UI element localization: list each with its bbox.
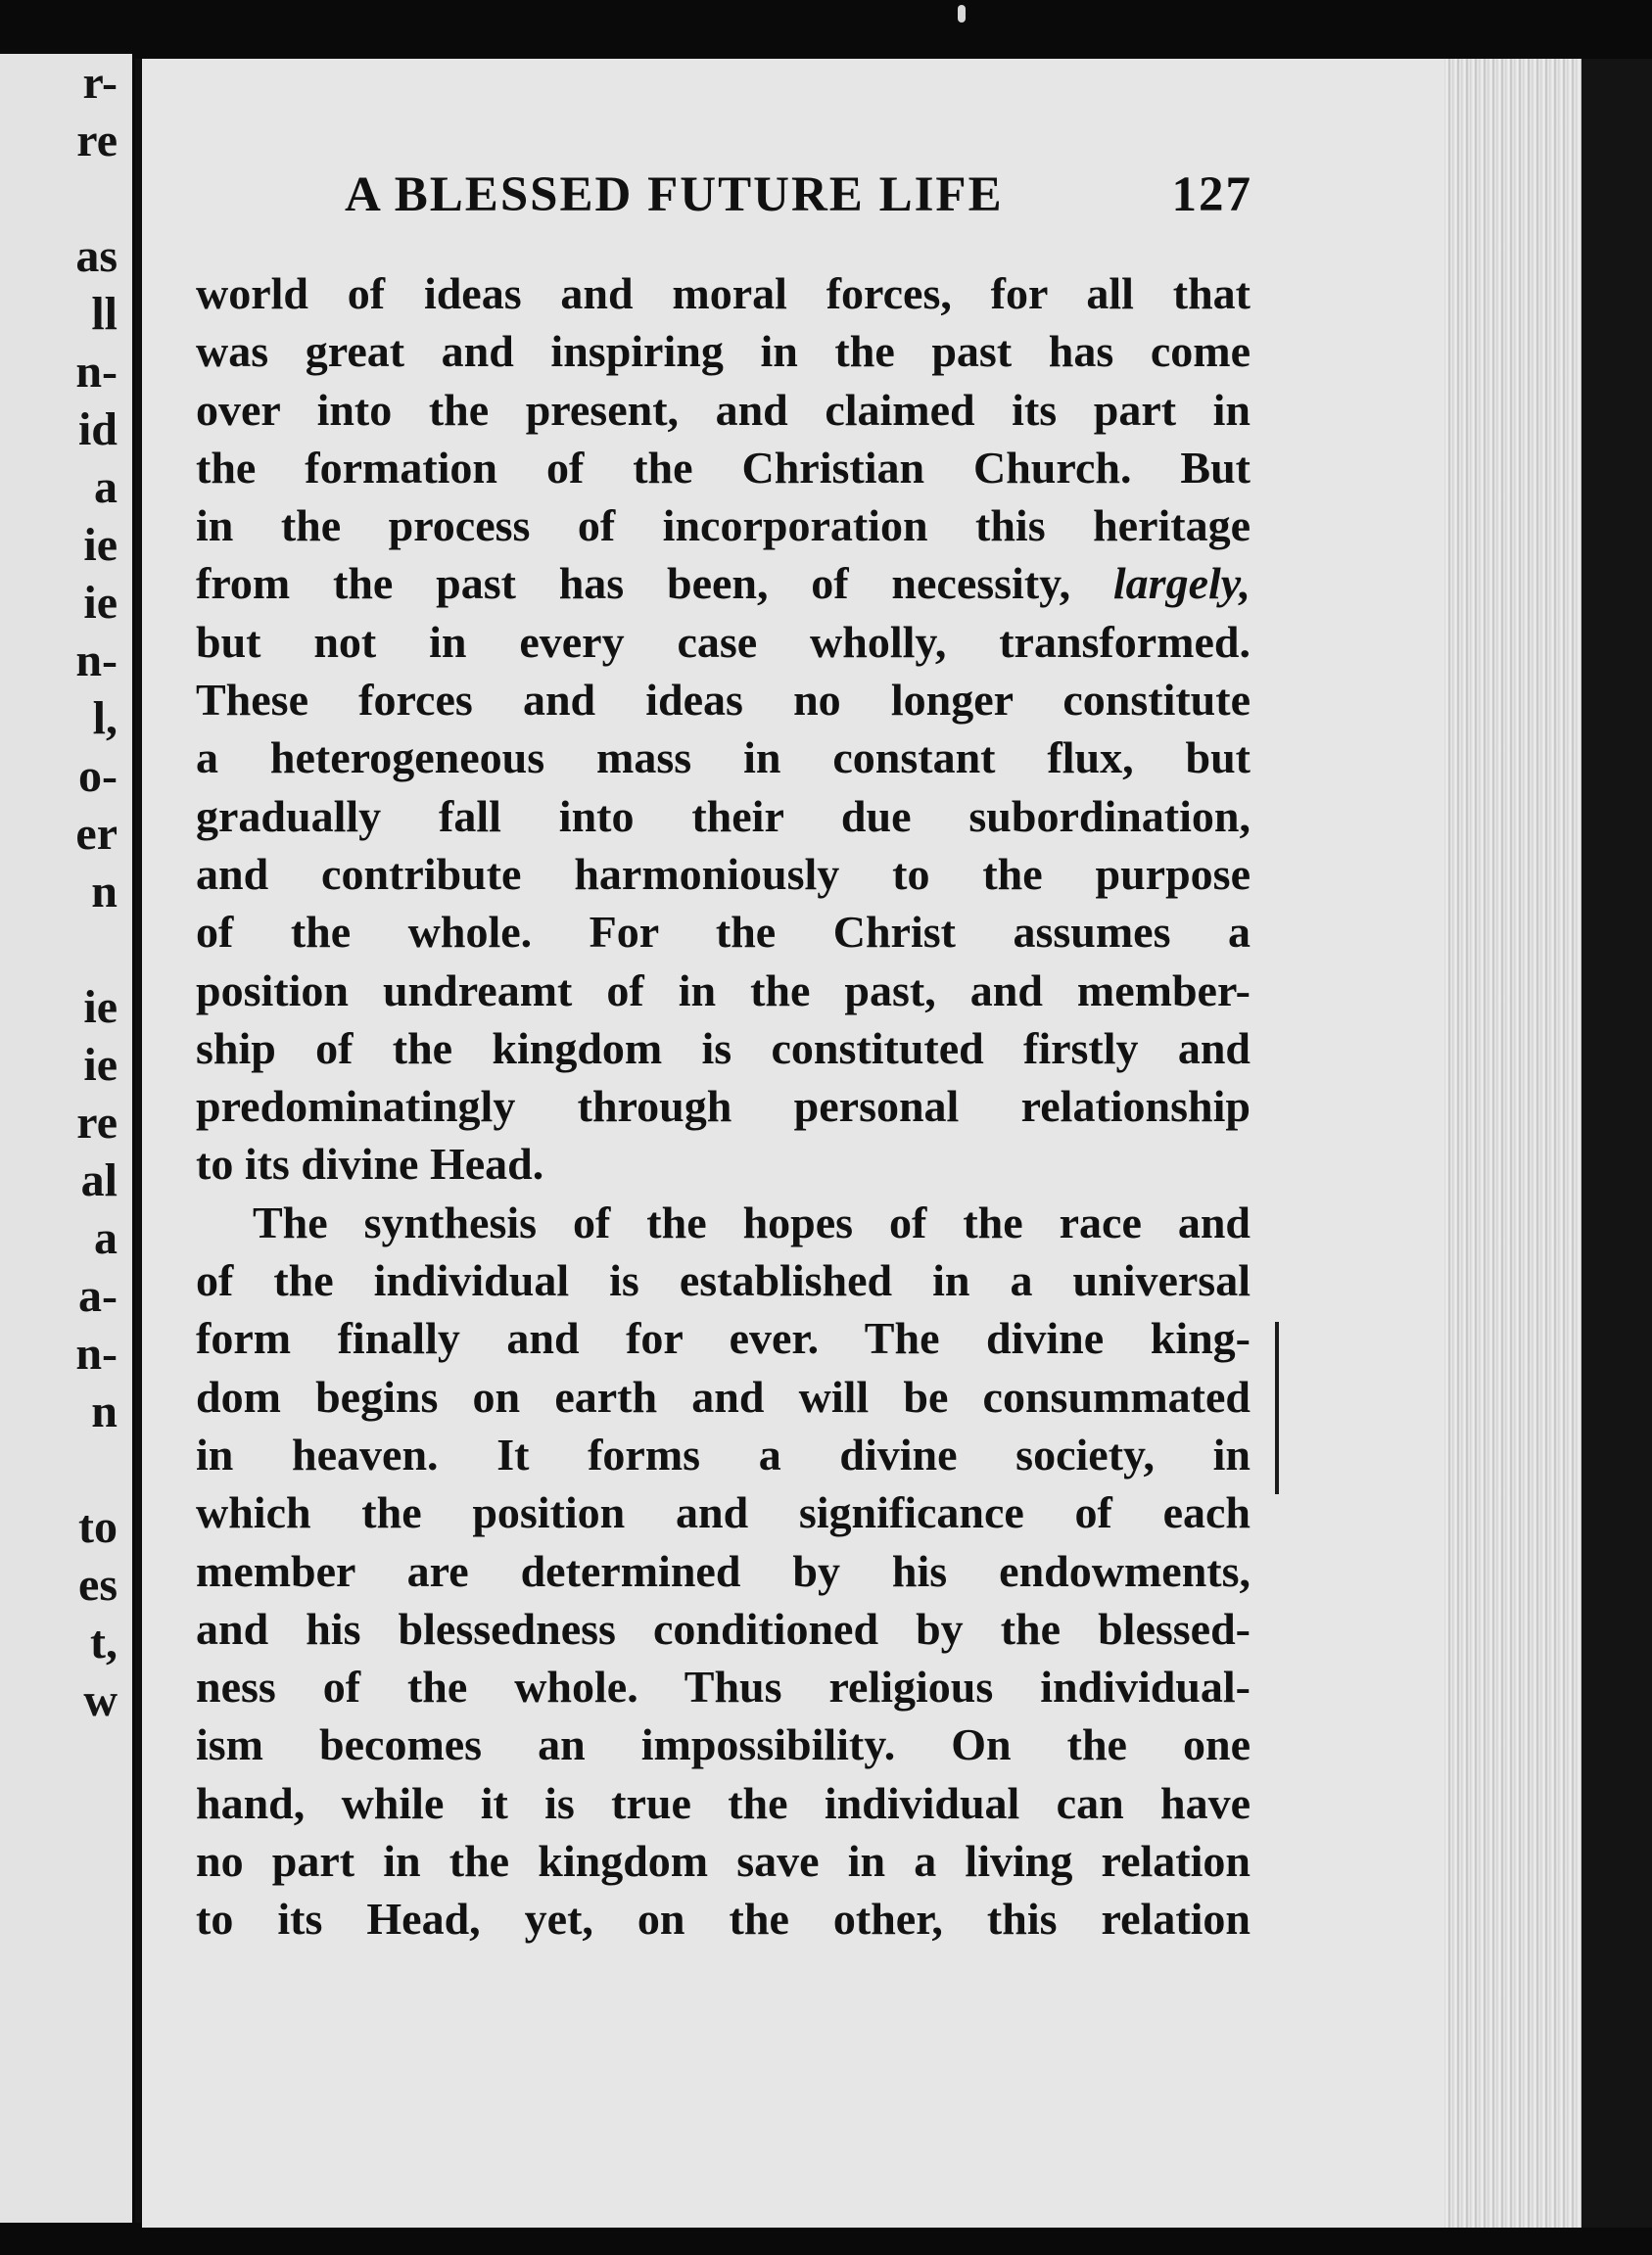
- text-line: no part in the kingdom save in a living relation: [196, 1836, 1251, 1887]
- fragment: ie: [83, 519, 118, 571]
- scan-speck: [958, 5, 966, 23]
- text-line: These forces and ideas no longer constitute: [196, 675, 1251, 726]
- text-line: from the past has been, of necessity, largely,: [196, 558, 1251, 609]
- fragment: a-: [78, 1270, 118, 1322]
- fragment: a: [94, 1212, 118, 1264]
- fragment: o-: [78, 750, 118, 802]
- text-line: world of ideas and moral forces, for all that: [196, 268, 1251, 318]
- text-line: gradually fall into their due subordination,: [196, 790, 1251, 841]
- fragment: to: [78, 1501, 118, 1553]
- fragment: ie: [83, 981, 118, 1033]
- text-line: The synthesis of the hopes of the race and: [253, 1197, 1251, 1247]
- text-line: and his blessedness conditioned by the blessed-: [196, 1603, 1251, 1654]
- text-line: dom begins on earth and will be consummated: [196, 1371, 1251, 1422]
- fragment: ll: [91, 288, 118, 340]
- fragment: re: [76, 115, 118, 166]
- running-head: [345, 166, 1252, 225]
- text-line: ness of the whole. Thus religious individual-: [196, 1662, 1251, 1713]
- text-line: ism becomes an impossibility. On the one: [196, 1719, 1251, 1770]
- text-line: which the position and significance of each: [196, 1487, 1251, 1538]
- text-line: member are determined by his endowments,: [196, 1545, 1251, 1596]
- fragment: a: [94, 461, 118, 513]
- text-line: and contribute harmoniously to the purpose: [196, 848, 1251, 899]
- text-line: of the individual is established in a universal: [196, 1255, 1251, 1306]
- paragraph-2: [196, 1194, 1251, 1949]
- fragment: [0, 169, 118, 227]
- fragment: ie: [83, 1039, 118, 1091]
- fragment: n-: [75, 346, 118, 398]
- text-line: of the whole. For the Christ assumes a: [196, 907, 1251, 958]
- book-gutter: [135, 59, 141, 2223]
- text-line: to its Head, yet, on the other, this relation: [196, 1894, 1251, 1945]
- text-line: predominatingly through personal relationship: [196, 1081, 1251, 1132]
- text-line: but not in every case wholly, transformed.: [196, 616, 1251, 667]
- fragment: [0, 920, 118, 978]
- text-line: in the process of incorporation this heritage: [196, 500, 1251, 551]
- fragment: t,: [90, 1617, 118, 1668]
- previous-page-line-endings: [0, 54, 118, 1729]
- fragment: r-: [82, 57, 118, 109]
- fragment: as: [75, 230, 118, 282]
- text-line: in heaven. It forms a divine society, in: [196, 1429, 1251, 1480]
- text-line: hand, while it is true the individual can have: [196, 1777, 1251, 1828]
- text-line: ship of the kingdom is constituted firstly and: [196, 1022, 1251, 1073]
- fragment: n-: [75, 634, 118, 686]
- fragment: al: [80, 1154, 118, 1206]
- text-line: a heterogeneous mass in constant flux, but: [196, 732, 1251, 783]
- text-line: to its divine Head.: [196, 1139, 544, 1190]
- paragraph-1: [196, 264, 1251, 1194]
- text-line: over into the present, and claimed its part in: [196, 384, 1251, 435]
- emphasis: largely,: [1112, 558, 1251, 609]
- margin-pencil-mark: [1275, 1322, 1279, 1494]
- text-line: position undreamt of in the past, and member-: [196, 964, 1251, 1015]
- fragment: id: [77, 403, 118, 455]
- page-number: 127: [1171, 167, 1252, 222]
- fragment: [0, 1440, 118, 1498]
- fragment: n: [91, 1386, 118, 1437]
- text-line: was great and inspiring in the past has come: [196, 326, 1251, 377]
- fragment: w: [83, 1674, 118, 1726]
- fragment: er: [75, 808, 118, 860]
- fragment: n: [91, 866, 118, 917]
- previous-page-edge: [0, 54, 132, 2223]
- running-title: A BLESSED FUTURE LIFE: [345, 167, 1004, 222]
- fragment: l,: [92, 692, 118, 744]
- text-line: the formation of the Christian Church. But: [196, 442, 1251, 493]
- fragment: ie: [83, 577, 118, 629]
- fragment: n-: [75, 1328, 118, 1380]
- fragment: es: [78, 1559, 118, 1611]
- page-edge-shadow: [1581, 59, 1652, 2228]
- body-text: [196, 264, 1251, 1949]
- page-fore-edge: [1444, 59, 1581, 2228]
- text-line: form finally and for ever. The divine king-: [196, 1313, 1251, 1364]
- fragment: re: [76, 1097, 118, 1149]
